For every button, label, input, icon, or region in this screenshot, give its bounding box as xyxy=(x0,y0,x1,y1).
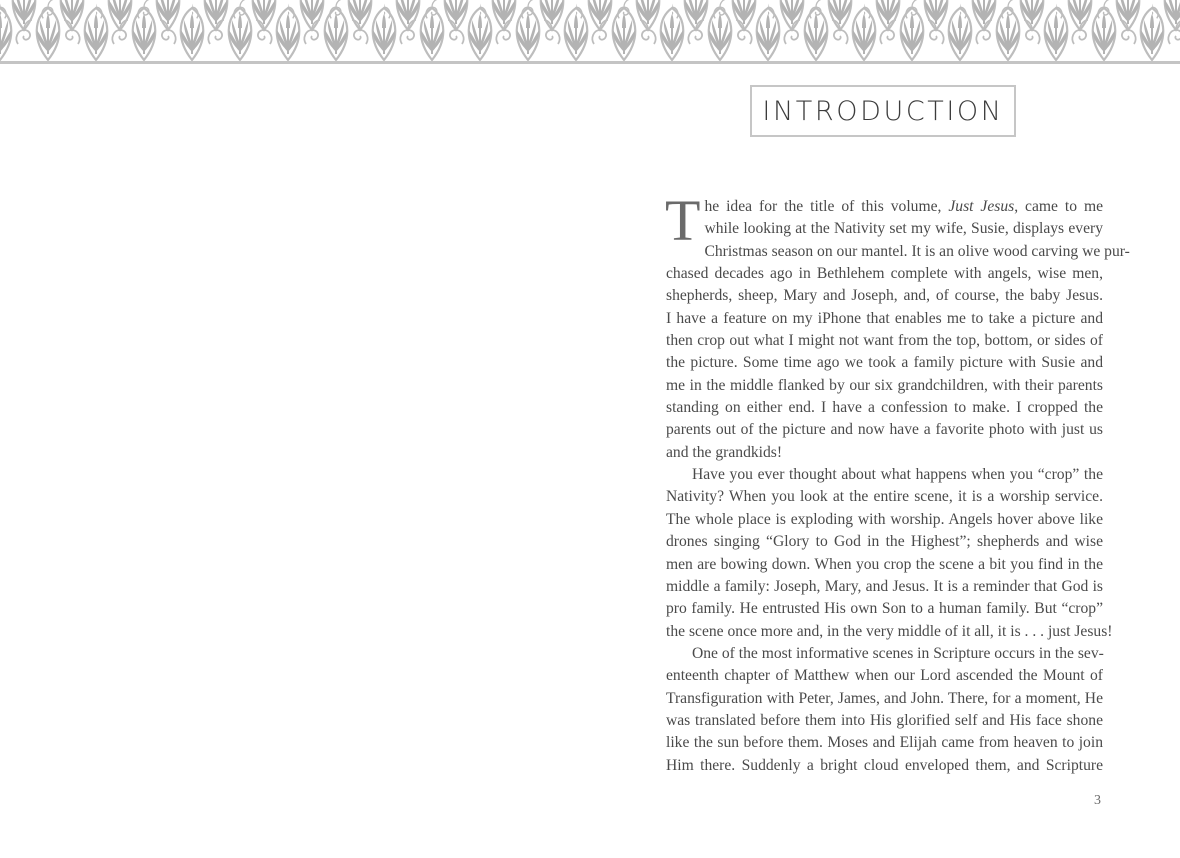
text-line: enteenth chapter of Matthew when our Lord ascended the Mount of xyxy=(666,667,1103,685)
text-line: me in the middle flanked by our six grandchildren, with their parents xyxy=(666,376,1103,394)
text-fragment: he idea for the title of this volume, xyxy=(704,198,949,215)
paragraph-1 xyxy=(665,188,1130,464)
book-title-italic: Just Jesus xyxy=(948,198,1015,215)
header-ornament-band xyxy=(0,0,1180,61)
drop-cap: T xyxy=(665,188,701,253)
paragraph-3 xyxy=(666,643,1103,777)
chapter-title-box xyxy=(750,85,1016,137)
text-line: middle a family: Joseph, Mary, and Jesus. It is a reminder that God is xyxy=(666,577,1103,595)
text-line: parents out of the picture and now have a favorite photo with just us xyxy=(666,421,1103,439)
header-rule xyxy=(0,61,1180,64)
text-line: and the grandkids! xyxy=(666,443,783,461)
text-line: Have you ever thought about what happens when you “crop” the xyxy=(692,466,1103,484)
page-number: 3 xyxy=(1094,793,1101,808)
body-text xyxy=(665,188,1130,777)
palmette-ornament-icon xyxy=(0,0,1180,61)
text-line: One of the most informative scenes in Scripture occurs in the sev- xyxy=(692,644,1104,662)
text-line: the scene once more and, in the very middle of it all, it is . . . just Jesus! xyxy=(666,622,1113,640)
text-line: chased decades ago in Bethlehem complete with angels, wise men, xyxy=(666,265,1103,283)
chapter-title: INTRODUCTION xyxy=(762,95,1004,127)
paragraph-2 xyxy=(666,464,1113,643)
text-line: The whole place is exploding with worship. Angels hover above like xyxy=(666,510,1103,528)
text-line: then crop out what I might not want from the top, bottom, or sides of xyxy=(666,332,1103,350)
text-line: Transfiguration with Peter, James, and John. There, for a moment, He xyxy=(666,689,1103,707)
text-line xyxy=(666,196,1103,218)
text-line: the picture. Some time ago we took a family picture with Susie and xyxy=(666,354,1103,372)
text-line: like the sun before them. Moses and Elijah came from heaven to join xyxy=(666,734,1103,752)
text-line: drones singing “Glory to God in the Highest”; shepherds and wise xyxy=(666,533,1103,551)
text-line: men are bowing down. When you crop the scene a bit you find in the xyxy=(666,555,1103,573)
text-line: Him there. Suddenly a bright cloud enveloped them, and Scripture xyxy=(666,756,1103,774)
text-line: standing on either end. I have a confession to make. I cropped the xyxy=(666,399,1103,417)
text-line: while looking at the Nativity set my wife, Susie, displays every xyxy=(704,220,1103,238)
text-fragment: , came to me xyxy=(1014,198,1104,215)
text-line: shepherds, sheep, Mary and Joseph, and, of course, the baby Jesus. xyxy=(666,287,1103,305)
text-line: Christmas season on our mantel. It is an olive wood carving we pur- xyxy=(704,242,1130,260)
text-line: pro family. He entrusted His own Son to a human family. But “crop” xyxy=(666,600,1103,618)
text-line: Nativity? When you look at the entire scene, it is a worship service. xyxy=(666,488,1103,506)
text-line: I have a feature on my iPhone that enables me to take a picture and xyxy=(666,309,1103,327)
text-line: was translated before them into His glorified self and His face shone xyxy=(666,711,1103,729)
